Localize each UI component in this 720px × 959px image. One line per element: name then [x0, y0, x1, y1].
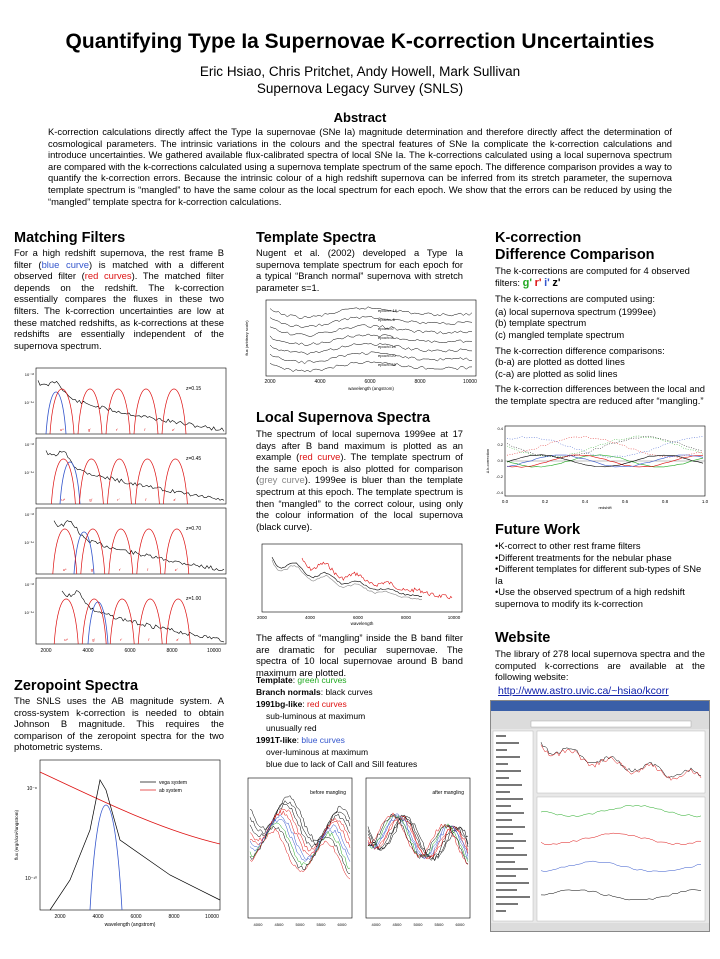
text-line — [496, 763, 508, 765]
x-tick: 10000 — [205, 914, 219, 920]
future-item: •Different treatments for the nebular phase — [495, 551, 672, 563]
zeropoint-heading: Zeropoint Spectra — [14, 678, 139, 694]
x-tick: 4000 — [304, 615, 316, 620]
y-tick: 10⁻¹³ — [24, 582, 34, 587]
y-tick: 0.4 — [497, 426, 503, 431]
text-line — [496, 896, 530, 898]
kcorr-p4: The k-correction differences between the local and the template spectra are reduced after “mangling.” — [495, 383, 705, 406]
text-line — [496, 840, 526, 842]
filter-label: g' — [92, 637, 96, 642]
text-line — [496, 770, 521, 772]
website-heading: Website — [495, 630, 551, 646]
epoch-label: epoch=14 — [378, 344, 396, 349]
filter-label: i' — [145, 497, 148, 502]
kcorr-text — [495, 265, 705, 407]
x-tick: 5500 — [316, 922, 326, 927]
future-item: •Use the observed spectrum of a high redshift supernova to modify its k-correction — [495, 586, 685, 609]
matching-heading: Matching Filters — [14, 230, 126, 246]
statusbar — [491, 923, 709, 931]
y-tick: 0.0 — [497, 458, 503, 463]
matching-text-1: For a high redshift supernova, the rest frame B filter ( — [14, 247, 224, 270]
kcorr-dotted — [507, 436, 703, 457]
template-epoch-curve — [270, 343, 472, 354]
y-tick: 10⁻⁸ — [26, 786, 37, 792]
x-tick: 10000 — [447, 615, 461, 620]
filter-label: z' — [174, 567, 178, 572]
filter-panel-frame — [36, 578, 226, 644]
text-line — [496, 847, 514, 849]
kcorr-p2: The k-corrections are computed using: — [495, 293, 655, 305]
future-list — [495, 540, 705, 610]
y-tick: -0.4 — [496, 490, 503, 495]
kcorr-dotted — [507, 436, 703, 458]
x-label: wavelength (angstrom) — [104, 922, 156, 928]
epoch-label: epoch=-6 — [378, 317, 395, 322]
matching-text — [14, 247, 224, 351]
local-text-2: ). The template spectrum of the same epoch is also plotted for comparison ( — [256, 451, 463, 486]
sn-curve — [368, 816, 468, 862]
text-line — [496, 777, 509, 779]
kcorr-heading-1: K-correction — [495, 230, 582, 246]
rest-b-filter — [88, 602, 108, 644]
matching-text-3: ). The matched filter depends on the redshift. The k-correction essentially compares the fluxes in these two filters. The k-correction uncertainties are low at these matched redshifts, as k-corrections at these redshifts are essentially independent of the supernova spectrum. — [14, 270, 224, 351]
local-red: red curve — [299, 451, 341, 463]
x-tick: 4000 — [371, 922, 381, 927]
x-tick: 6000 — [124, 648, 136, 654]
x-tick: 5000 — [413, 922, 423, 927]
y-tick: 10⁻¹⁴ — [24, 470, 34, 475]
kcorr-item-c: (c) mangled template spectrum — [495, 328, 625, 340]
x-tick: 0.4 — [581, 499, 589, 504]
text-line — [496, 889, 517, 891]
x-tick: 8000 — [400, 615, 412, 620]
x-tick: 5500 — [434, 922, 444, 927]
future-item-4: Use the observed spectrum of a high redshift supernova to modify its k-correction — [495, 586, 685, 609]
y-tick: 0.2 — [497, 442, 503, 447]
filter-label: z' — [176, 637, 179, 642]
filter-label: g' — [89, 497, 93, 502]
y-label: Δ k-correction — [485, 448, 490, 474]
ab-curve — [40, 772, 220, 844]
future-item-3: Different templates for different sub-types of SNe Ia — [495, 563, 702, 586]
template-epoch-curve — [270, 361, 472, 372]
filter-label: g' — [90, 567, 94, 572]
legend-ab: ab system — [159, 788, 182, 794]
observed-filter — [137, 529, 161, 574]
kcorr-plot — [483, 422, 711, 512]
x-tick: 4000 — [92, 914, 104, 920]
kcorr-p1: The k-corrections are computed for 4 observed filters: — [495, 265, 690, 288]
zeropoint-svg — [10, 752, 230, 932]
filter-label: r' — [116, 427, 119, 432]
x-tick: 10000 — [463, 379, 477, 385]
x-tick: 2000 — [54, 914, 66, 920]
y-tick: 10⁻¹⁰ — [25, 876, 37, 882]
kcorr-item2-ba: (b-a) are plotted as dotted lines — [495, 356, 625, 368]
filter-plot — [8, 364, 230, 656]
kcorr-dotted — [507, 436, 703, 457]
x-tick: 8000 — [168, 914, 180, 920]
filter-panel-frame — [36, 368, 226, 434]
filter-label: r' — [117, 497, 120, 502]
mangling-frame — [248, 778, 352, 918]
abstract-heading: Abstract — [333, 110, 387, 125]
text-line — [496, 833, 513, 835]
sn-curve — [368, 818, 468, 859]
zeropoint-text: The SNLS uses the AB magnitude system. A cross-system k-correction is needed to obtain Johnson B magnitude. This requires the comparison of the zeropoint spectra for the two photometric systems. — [14, 695, 224, 753]
epoch-label: epoch=0 — [378, 326, 394, 331]
template-plot — [240, 296, 480, 396]
future-item-1: K-correct to other rest frame filters — [498, 540, 641, 551]
text-line — [496, 854, 527, 856]
legend-91t-note-2: blue due to lack of CaII and SiII features — [266, 759, 418, 769]
authors: Eric Hsiao, Chris Pritchet, Andy Howell, Mark Sullivan — [199, 64, 521, 79]
vega-curve — [50, 780, 220, 910]
y-label: flux (erg/s/cm²/angstrom) — [14, 809, 19, 861]
filter-g: g' — [522, 276, 532, 289]
x-tick: 6000 — [352, 615, 364, 620]
kcorr-pane — [537, 797, 705, 921]
text-line — [496, 875, 516, 877]
zeropoint-frame — [40, 760, 220, 910]
kcorr-svg — [483, 422, 711, 512]
kcorr-item-b: (b) template spectrum — [495, 317, 587, 329]
legend-sep-1: : — [292, 675, 298, 685]
x-tick: 4500 — [274, 922, 284, 927]
text-line — [496, 882, 529, 884]
epoch-label: epoch=20 — [378, 353, 396, 358]
x-tick: 6000 — [364, 379, 376, 385]
mangling-plots — [242, 774, 478, 934]
future-item: •Different templates for different sub-types of SNe Ia — [495, 563, 702, 586]
local-text — [256, 428, 463, 532]
browser-screenshot-svg — [491, 701, 709, 931]
local-heading: Local Supernova Spectra — [256, 410, 431, 426]
legend-sep-4: : — [296, 735, 302, 745]
matching-blue: blue curve — [41, 258, 89, 270]
template-epoch-curve — [270, 325, 472, 337]
x-tick: 2000 — [40, 648, 52, 654]
legend-vega: vega system — [159, 780, 188, 786]
x-tick: 0.6 — [621, 499, 629, 504]
filter-label: r' — [118, 567, 121, 572]
filter-label: i' — [144, 427, 146, 432]
abstract-text: K-correction calculations directly affect the Type Ia supernovae (SNe Ia) magnitude determination and therefore directly affect the determination of cosmological parameters. The intrinsic variations in the colours and the spectral features of SNe Ia complicate the k-correction calculations and introduce uncertainties. We gathered available flux-calibrated spectra of local SNe Ia. The k-corrections calculated using a local supernova spectrum are compared with the k-corrections calculated using a supernova template spectrum of the same epoch. The difference comparison provides a way to quantify the k-correction errors. Because the intrinsic colour of a high redshift supernova can be inferred from its stretch parameter, the supernova template spectrum is “mangled” to have the same colour as the local spectrum for each epoch. We show that the errors can be reduced by using the “mangled” template spectra for k-correction calculations. — [48, 126, 672, 207]
mangling-text: The affects of “mangling” inside the B band filter are dramatic for peculiar supernovae. The spectra of 10 local supernovae around B band maximum are plotted. — [256, 632, 463, 678]
filter-label: r' — [120, 637, 123, 642]
text-line — [496, 735, 506, 737]
titlebar — [491, 701, 709, 711]
y-tick: 10⁻¹³ — [24, 372, 34, 377]
epoch-label: epoch=-16 — [378, 308, 398, 313]
text-line — [496, 742, 519, 744]
kcorr-heading-2: Difference Comparison — [495, 247, 655, 263]
website-link[interactable]: http://www.astro.uvic.ca/~hsiao/kcorr — [498, 685, 669, 697]
template-epoch-curve — [270, 352, 472, 364]
y-tick: 10⁻¹⁴ — [24, 610, 34, 615]
text-line — [496, 868, 528, 870]
text-line — [496, 819, 512, 821]
filter-label: i' — [146, 567, 149, 572]
x-tick: 1.0 — [701, 499, 709, 504]
filter-panel-frame — [36, 508, 226, 574]
address-bar — [531, 721, 691, 727]
kcorr-dotted — [507, 436, 703, 457]
filter-label: u* — [61, 497, 66, 502]
template-svg — [240, 296, 480, 396]
x-tick: 0.2 — [541, 499, 549, 504]
text-line — [496, 910, 506, 912]
text-line — [496, 784, 522, 786]
filter-label: u* — [60, 427, 64, 432]
zeropoint-plot — [10, 752, 230, 932]
legend-91t-note-1: over-luminous at maximum — [266, 747, 369, 757]
legend-template: Template — [256, 675, 293, 685]
legend-91bg-note-2: unusually red — [266, 723, 317, 733]
sn-curve — [368, 814, 468, 863]
x-tick: 2000 — [256, 615, 268, 620]
sn-curve — [250, 810, 350, 856]
x-tick: 6000 — [455, 922, 465, 927]
kcorr-p3: The k-correction difference comparisons: — [495, 344, 665, 356]
x-tick: 5000 — [295, 922, 305, 927]
legend-91t: 1991T-like — [256, 735, 297, 745]
filter-label: u* — [64, 637, 68, 642]
template-epoch-curve — [270, 307, 472, 319]
x-tick: 2000 — [264, 379, 276, 385]
filter-r: r' — [534, 276, 542, 289]
text-line — [496, 861, 515, 863]
template-epoch-curve — [270, 316, 472, 328]
filter-label: z' — [173, 497, 177, 502]
poster-title: Quantifying Type Ia Supernovae K-correction Uncertainties — [65, 30, 655, 53]
template-text: Nugent et al. (2002) developed a Type Ia supernova template spectrum for each epoch for a typical “Branch normal” supernova with stretch parameter s=1. — [256, 247, 463, 293]
future-item: •K-correct to other rest frame filters — [495, 540, 641, 551]
future-heading: Future Work — [495, 522, 581, 538]
redshift-label: z=0.70 — [186, 526, 202, 532]
x-label: wavelength (angstrom) — [348, 386, 394, 391]
website-text: The library of 278 local supernova spectra and the computed k-corrections are available at the following website: — [495, 648, 705, 683]
y-tick: 10⁻¹⁴ — [24, 540, 34, 545]
x-tick: 6000 — [337, 922, 347, 927]
text-line — [496, 756, 520, 758]
local-frame — [262, 544, 462, 612]
text-line — [496, 826, 525, 828]
y-label: flux (arbitrary scale) — [244, 320, 249, 356]
filter-panels — [8, 364, 230, 656]
affiliation: Supernova Legacy Survey (SNLS) — [256, 81, 464, 96]
local-svg — [240, 540, 470, 626]
spectrum-pane — [537, 731, 705, 793]
legend-red: red curves — [307, 699, 347, 709]
mangling-legend — [256, 674, 466, 770]
legend-sep-3: : — [302, 699, 308, 709]
text-line — [496, 812, 524, 814]
legend-black: : black curves — [320, 687, 373, 697]
redshift-label: z=1.00 — [186, 596, 202, 602]
browser-screenshot — [490, 700, 710, 932]
filter-label: u* — [62, 567, 67, 572]
x-label: redshift — [598, 505, 612, 510]
text-line — [496, 903, 518, 905]
y-tick: -0.2 — [496, 474, 503, 479]
legend-branch: Branch normals — [256, 687, 321, 697]
epoch-label: epoch=8 — [378, 335, 394, 340]
matching-red: red curves — [84, 270, 132, 282]
x-tick: 6000 — [130, 914, 142, 920]
mangling-label: before mangling — [310, 790, 346, 796]
filter-label: g' — [88, 427, 91, 432]
b-filter — [90, 805, 122, 910]
x-tick: 4000 — [82, 648, 94, 654]
mangling-svg — [242, 774, 478, 934]
observed-filter — [135, 459, 159, 504]
x-tick: 8000 — [166, 648, 178, 654]
filter-z: z' — [552, 276, 561, 289]
legend-91bg-note-1: sub-luminous at maximum — [266, 711, 366, 721]
local-text-1: The spectrum of local supernova 1999ee at 17 days after B band maximum is plotted as an example ( — [256, 428, 463, 463]
legend-91bg: 1991bg-like — [256, 699, 303, 709]
sn1999ee-curve — [302, 558, 452, 599]
x-tick: 0.0 — [501, 499, 509, 504]
text-line — [496, 798, 523, 800]
local-grey: grey curve — [259, 474, 305, 486]
filter-label: i' — [148, 637, 150, 642]
epoch-label: epoch=28 — [378, 362, 396, 367]
x-tick: 8000 — [414, 379, 426, 385]
mangling-label: after mangling — [432, 790, 464, 796]
observed-filter — [138, 599, 162, 644]
future-item-2: Different treatments for the nebular phase — [498, 551, 672, 563]
x-tick: 4500 — [392, 922, 402, 927]
y-tick: 10⁻¹³ — [24, 512, 34, 517]
filter-i: i' — [544, 276, 550, 289]
filter-label: z' — [172, 427, 175, 432]
local-plot — [240, 540, 470, 626]
y-tick: 10⁻¹³ — [24, 442, 34, 447]
x-tick: 4000 — [253, 922, 263, 927]
template-heading: Template Spectra — [256, 230, 376, 246]
x-label: wavelength — [350, 621, 374, 626]
x-tick: 4000 — [314, 379, 326, 385]
kcorr-item2-ca: (c-a) are plotted as solid lines — [495, 367, 618, 379]
matching-text-2: ) is matched with a different observed filter ( — [14, 258, 224, 282]
template-frame — [266, 300, 476, 376]
y-tick: 10⁻¹⁴ — [24, 400, 34, 405]
legend-green: green curves — [297, 675, 347, 685]
kcorr-item-a: (a) local supernova spectrum (1999ee) — [495, 305, 657, 317]
local-text-3: ). 1999ee is bluer than the template spectrum at this epoch. The template spectrum is then “mangled” to the correct colour, using only the colour information of the local supernova (black curve). — [256, 474, 463, 532]
x-tick: 0.8 — [661, 499, 669, 504]
text-line — [496, 749, 507, 751]
redshift-label: z=0.45 — [186, 456, 202, 462]
text-line — [496, 791, 510, 793]
legend-blue: blue curves — [301, 735, 345, 745]
observed-filter — [134, 389, 158, 434]
redshift-label: z=0.15 — [186, 386, 202, 392]
x-tick: 10000 — [207, 648, 221, 654]
text-line — [496, 805, 511, 807]
